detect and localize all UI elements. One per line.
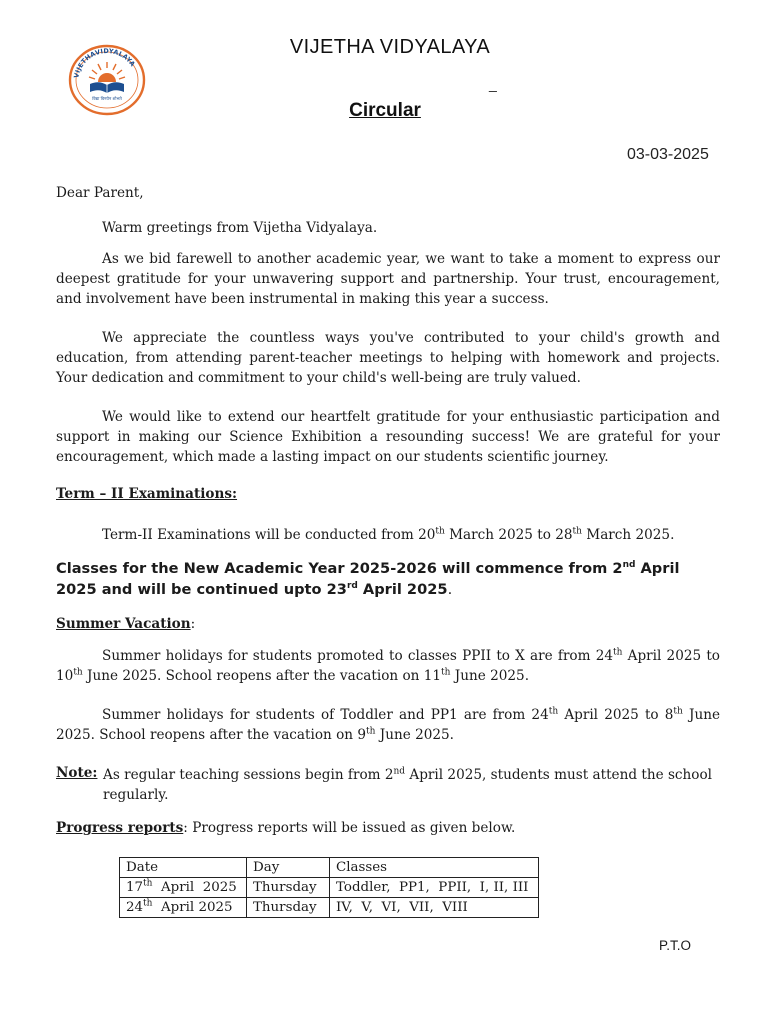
term2-text: Term-II Examinations will be conducted from 20th March 2025 to 28th March 2025. [102, 526, 675, 543]
new-academic-year-notice: Classes for the New Academic Year 2025-2026 will commence from 2nd April 2025 and will be continued upto 23rd April 2025. [56, 560, 680, 598]
note-text: As regular teaching sessions begin from 2nd April 2025, students must attend the school [103, 766, 713, 783]
greeting: Warm greetings from Vijetha Vidyalaya. [102, 220, 378, 236]
summer-vacation-toddler-pp1: Summer holidays for students of Toddler and PP1 are from 24th April 2025 to 8th June 2025. School reopens after the vacation on 9th June 2025. [56, 706, 721, 743]
summer-vacation-heading: Summer Vacation: [56, 616, 196, 632]
salutation: Dear Parent, [56, 185, 144, 201]
table-cell-date: 24th April 2025 [120, 898, 247, 918]
document-title: Circular [349, 100, 421, 121]
paragraph-science-exhibition-text: We would like to extend our heartfelt gratitude for your enthusiastic participation and support in making our Science Exhibition a resounding success! We are grateful for your encouragement, which made a lasting impact on our students scientific journey. [56, 409, 720, 465]
circular-date: 03-03-2025 [627, 146, 709, 163]
paragraph-farewell [56, 249, 720, 309]
table-header-classes: Classes [330, 858, 539, 878]
note-label: Note: [56, 765, 98, 781]
progress-reports-table [119, 857, 539, 918]
logo-arc-text: VIJETHAVIDYALAYA [72, 46, 137, 79]
table-header-date: Date [120, 858, 247, 878]
table-cell-day: Thursday [247, 898, 330, 918]
note-text-continued: regularly. [103, 787, 169, 803]
header-dash: _ [489, 76, 497, 92]
table-cell-day: Thursday [247, 878, 330, 898]
page-turn-over: P.T.O [659, 938, 692, 953]
table-cell-date: 17th April 2025 [120, 878, 247, 898]
table-header-day: Day [247, 858, 330, 878]
logo-motto: विद्या विनयेन शोभते [92, 96, 122, 101]
table-header-row [120, 858, 539, 878]
paragraph-appreciation-text: We appreciate the countless ways you've contributed to your child's growth and education, from attending parent-teacher meetings to helping with homework and projects. Your dedication and commitment to your child's well-being are truly valued. [56, 330, 720, 386]
table-row [120, 898, 539, 918]
paragraph-science-exhibition [56, 407, 720, 467]
summer-vacation-ppii-x: Summer holidays for students promoted to classes PPII to X are from 24th April 2025 to 10th June 2025. School reopens after the vacation on 11th June 2025. [56, 647, 720, 684]
paragraph-appreciation [56, 328, 720, 388]
table-cell-classes: IV, V, VI, VII, VIII [330, 898, 539, 918]
progress-reports-line: Progress reports: Progress reports will be issued as given below. [56, 820, 516, 836]
paragraph-farewell-text: As we bid farewell to another academic year, we want to take a moment to express our deepest gratitude for your unwavering support and partnership. Your trust, encouragement, and involvement have been instrumental in making this year a success. [56, 251, 720, 307]
term2-heading: Term – II Examinations: [56, 486, 238, 502]
school-name: VIJETHA VIDYALAYA [289, 36, 491, 58]
table-cell-classes: Toddler, PP1, PPII, I, II, III [330, 878, 539, 898]
table-row [120, 878, 539, 898]
